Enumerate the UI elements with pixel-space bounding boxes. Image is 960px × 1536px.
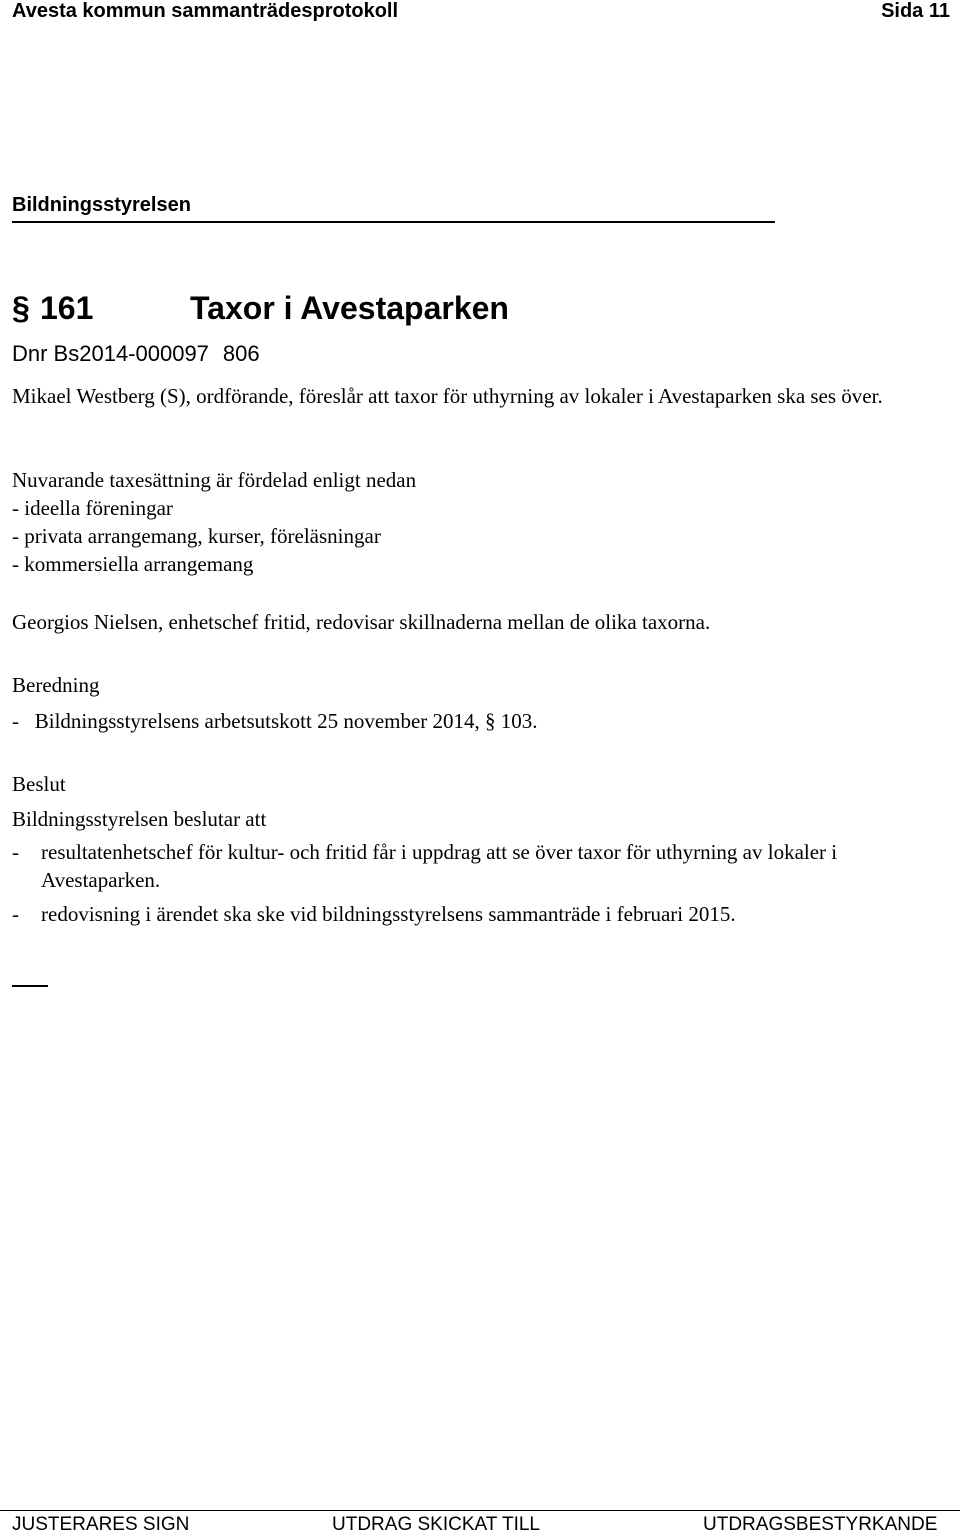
presentation-paragraph: Georgios Nielsen, enhetschef fritid, redovisar skillnaderna mellan de olika taxorna. (12, 610, 711, 634)
diary-number (12, 341, 260, 367)
diary-number-code: 806 (222, 341, 260, 366)
beslut-intro: Bildningsstyrelsen beslutar att (12, 807, 267, 831)
paragraph-symbol: § (485, 709, 496, 733)
current-tariff-line: - kommersiella arrangemang (12, 552, 254, 576)
list-dash: - (12, 840, 19, 864)
intro-paragraph: Mikael Westberg (S), ordförande, föreslår att taxor för uthyrning av lokaler i Avestaparken ska ses över. (12, 384, 883, 408)
end-rule (12, 985, 48, 987)
footer-certification-label: UTDRAGSBESTYRKANDE (703, 1514, 938, 1535)
diary-number-label: Dnr Bs2014-000097 (12, 341, 209, 366)
current-tariff-list (12, 466, 416, 578)
section-title: Taxor i Avestaparken (190, 290, 509, 326)
board-name: Bildningsstyrelsen (12, 194, 191, 216)
current-tariff-line: Nuvarande taxesättning är fördelad enligt nedan (12, 468, 417, 492)
beslut-item (12, 900, 952, 928)
beslut-item (12, 838, 952, 894)
beredning-heading: Beredning (12, 673, 100, 697)
beslut-item-text: resultatenhetschef för kultur- och fritid får i uppdrag att se över taxor för uthyrning av lokaler i Avestaparken. (41, 840, 838, 892)
footer-sent-to-label: UTDRAG SKICKAT TILL (332, 1514, 540, 1535)
current-tariff-line: - privata arrangemang, kurser, föreläsningar (12, 524, 381, 548)
section-number: 161 (40, 290, 94, 326)
beslut-heading: Beslut (12, 772, 66, 796)
list-dash: - (12, 902, 19, 926)
beredning-item-number: 103. (500, 709, 538, 733)
beredning-item-text: - Bildningsstyrelsens arbetsutskott 25 november 2014, (12, 709, 480, 733)
section-symbol: § (12, 290, 30, 326)
footer-signature-label: JUSTERARES SIGN (12, 1514, 190, 1535)
board-underline (12, 221, 775, 223)
current-tariff-line: - ideella föreningar (12, 496, 173, 520)
page-number: Sida 11 (881, 0, 950, 22)
footer-rule (0, 1510, 960, 1511)
beslut-item-text: redovisning i ärendet ska ske vid bildningsstyrelsens sammanträde i februari 2015. (41, 902, 736, 926)
beredning-item (12, 707, 538, 735)
document-header-title: Avesta kommun sammanträdesprotokoll (12, 0, 399, 22)
